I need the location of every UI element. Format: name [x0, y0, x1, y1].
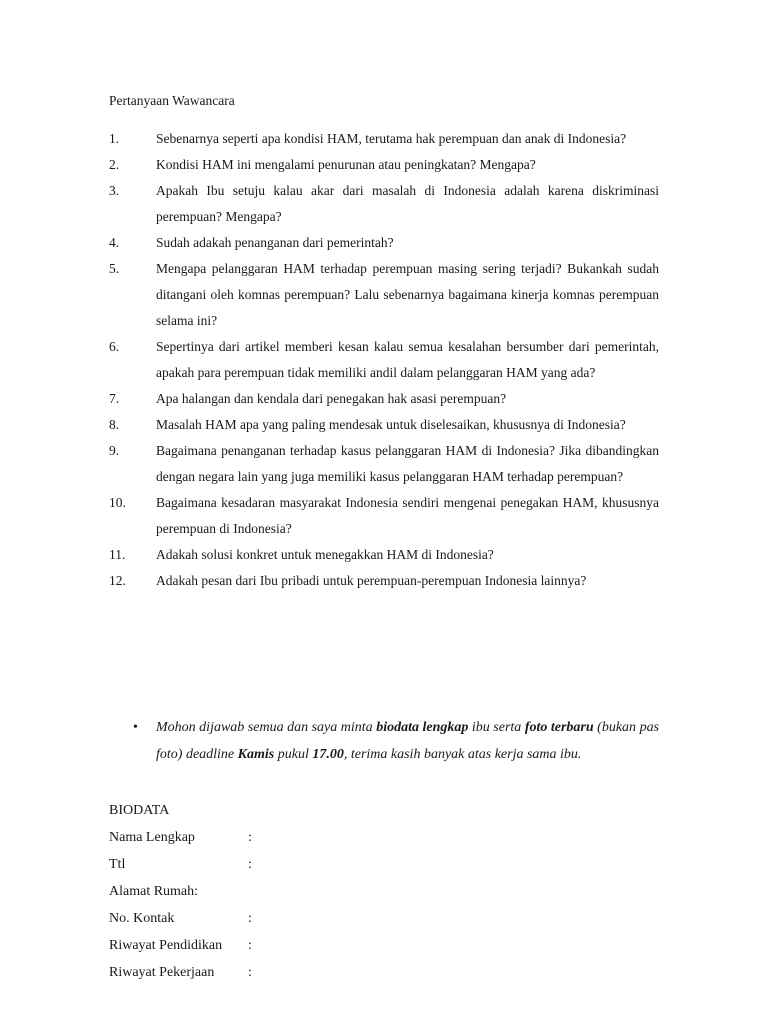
field-colon: : [248, 965, 252, 980]
question-text: Mengapa pelanggaran HAM terhadap perempuan masing sering terjadi? Bukankah sudah ditangani oleh komnas perempuan? Lalu sebenarnya bagaimana kinerja komnas perempuan selama ini? [156, 261, 659, 328]
note-bold-day: Kamis [237, 747, 275, 762]
question-text: Kondisi HAM ini mengalami penurunan atau peningkatan? Mengapa? [156, 157, 536, 172]
question-number: 5. [109, 261, 120, 276]
question-number: 9. [109, 443, 120, 458]
question-number: 12. [109, 573, 126, 588]
question-number: 4. [109, 235, 120, 250]
question-number: 7. [109, 391, 120, 406]
question-number: 1. [109, 131, 120, 146]
question-item [109, 334, 659, 386]
question-item [109, 152, 659, 178]
question-text: Adakah solusi konkret untuk menegakkan HAM di Indonesia? [156, 547, 494, 562]
question-item [109, 490, 659, 542]
field-label: Riwayat Pendidikan [109, 938, 223, 953]
note-segment: , terima kasih banyak atas kerja sama ibu. [343, 747, 582, 762]
question-number: 3. [109, 183, 120, 198]
question-number: 11. [109, 547, 126, 562]
note-segment: pukul [274, 747, 313, 762]
question-text: Apa halangan dan kendala dari penegakan hak asasi perempuan? [156, 391, 507, 406]
note-text [109, 714, 659, 768]
field-label: Riwayat Pekerjaan [109, 965, 215, 980]
question-item [109, 412, 659, 438]
biodata-row-work [109, 959, 609, 986]
question-number: 6. [109, 339, 120, 354]
question-number: 2. [109, 157, 120, 172]
question-text: Apakah Ibu setuju kalau akar dari masalah di Indonesia adalah karena diskriminasi perempuan? Mengapa? [156, 183, 659, 224]
field-colon: : [248, 911, 252, 926]
biodata-row-contact [109, 905, 609, 932]
biodata-row-full-name [109, 824, 609, 851]
question-text: Sudah adakah penanganan dari pemerintah? [156, 235, 394, 250]
question-text: Masalah HAM apa yang paling mendesak untuk diselesaikan, khususnya di Indonesia? [156, 417, 626, 432]
note-bold-biodata: biodata lengkap [376, 720, 469, 735]
field-colon: : [248, 830, 252, 845]
question-item [109, 568, 659, 594]
note-segment: ibu serta [468, 720, 525, 735]
question-item [109, 438, 659, 490]
question-item [109, 178, 659, 230]
document-title: Pertanyaan Wawancara [109, 93, 235, 108]
question-item [109, 542, 659, 568]
question-text: Bagaimana penanganan terhadap kasus pelanggaran HAM di Indonesia? Jika dibandingkan dengan negara lain yang juga memiliki kasus pelanggaran HAM terhadap perempuan? [156, 443, 659, 484]
biodata-row-education [109, 932, 609, 959]
field-label: Alamat Rumah: [109, 884, 199, 899]
question-item [109, 256, 659, 334]
question-text: Sebenarnya seperti apa kondisi HAM, terutama hak perempuan dan anak di Indonesia? [156, 131, 627, 146]
biodata-title: BIODATA [109, 803, 170, 818]
question-text: Adakah pesan dari Ibu pribadi untuk perempuan-perempuan Indonesia lainnya? [156, 573, 587, 588]
biodata-row-birth [109, 851, 609, 878]
field-colon: : [248, 857, 252, 872]
deadline-note [109, 714, 659, 768]
field-label: Ttl [109, 857, 126, 872]
note-segment: Mohon dijawab semua dan saya minta [156, 720, 377, 735]
note-bold-photo: foto terbaru [524, 720, 594, 735]
field-label: Nama Lengkap [109, 830, 195, 845]
question-text: Sepertinya dari artikel memberi kesan kalau semua kesalahan bersumber dari pemerintah, apakah para perempuan tidak memiliki andil dalam pelanggaran HAM yang ada? [156, 339, 659, 380]
field-label: No. Kontak [109, 911, 175, 926]
question-number: 8. [109, 417, 120, 432]
bullet-icon: • [133, 720, 138, 735]
note-bold-time: 17.00 [312, 747, 344, 762]
note-segment: (bukan pas foto) deadline [156, 720, 660, 762]
biodata-section [109, 797, 609, 986]
question-number: 10. [109, 495, 126, 510]
biodata-row-address [109, 878, 609, 905]
question-item [109, 230, 659, 256]
question-item [109, 126, 659, 152]
question-text: Bagaimana kesadaran masyarakat Indonesia sendiri mengenai penegakan HAM, khususnya perempuan di Indonesia? [156, 495, 659, 536]
field-colon: : [248, 938, 252, 953]
question-list [109, 126, 659, 594]
question-item [109, 386, 659, 412]
